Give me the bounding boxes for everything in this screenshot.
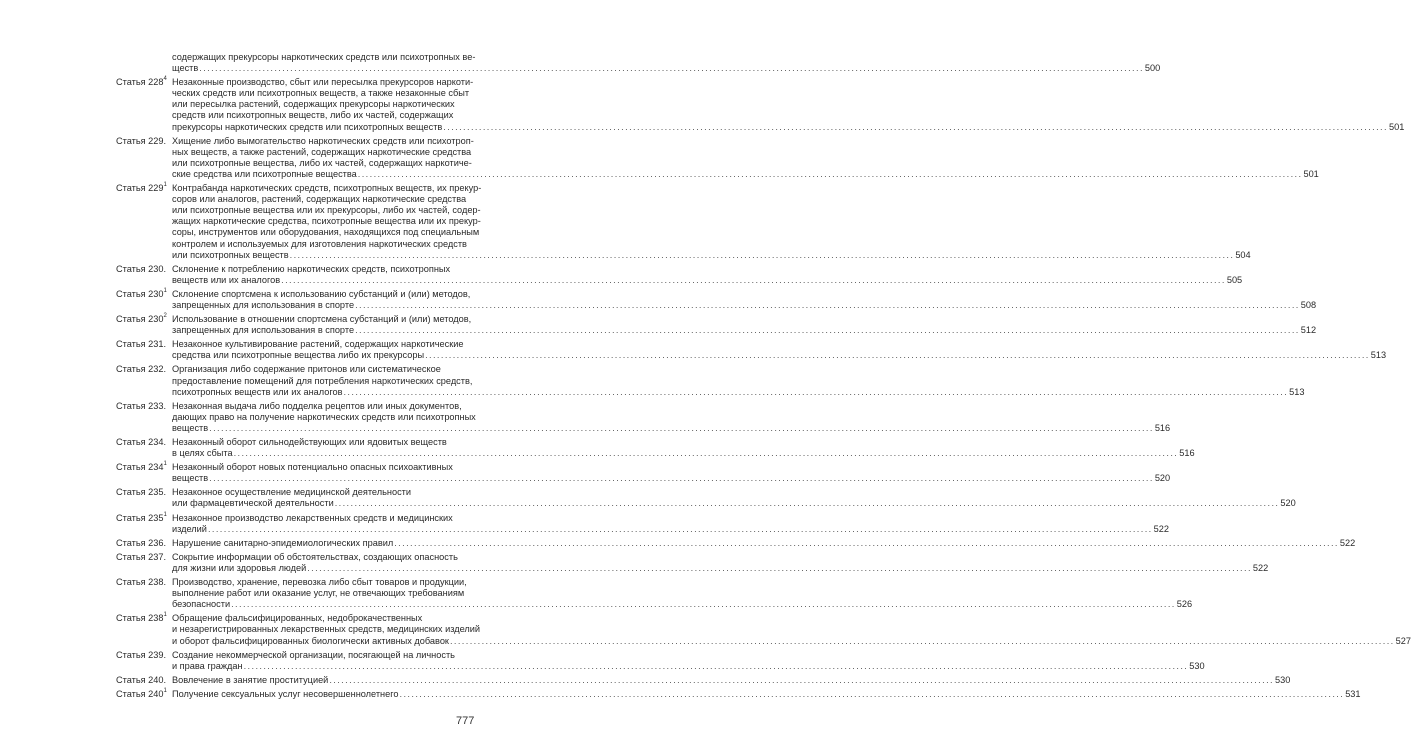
article-superscript: 1 <box>163 461 167 468</box>
article-title <box>172 538 1355 549</box>
title-line: Вовлечение в занятие проституцией <box>172 674 329 685</box>
title-last-line <box>172 448 1195 459</box>
title-line: веществ <box>172 422 209 433</box>
title-line: Незаконная выдача либо подделка рецептов или иных документов, <box>172 400 462 411</box>
title-line: Нарушение санитарно-эпидемиологических правил <box>172 537 394 548</box>
title-line: Незаконный оборот новых потенциально опасных психоактивных <box>172 462 453 473</box>
article-number: Статья 235. <box>116 487 167 498</box>
title-last-line <box>172 689 1361 700</box>
title-line: веществ или их аналогов <box>172 274 281 285</box>
article-number: Статья $240^1$ <box>116 687 167 699</box>
toc-entry <box>116 674 1291 686</box>
title-line: и оборот фальсифицированных биологически активных добавок <box>172 635 449 646</box>
page-ref: 530 <box>1189 660 1205 671</box>
page-ref: 505 <box>1226 274 1243 285</box>
title-line: Организация либо содержание притонов или систематическое <box>172 364 441 375</box>
title-line: или психотропных веществ <box>172 249 289 260</box>
title-line: запрещенных для использования в спорте <box>172 325 355 336</box>
leader-dots <box>329 675 1274 686</box>
toc-entry <box>116 76 1405 132</box>
title-line: Получение сексуальных услуг несовершеннолетнего <box>172 688 399 699</box>
article-number: Статья $230^1$ <box>116 287 167 299</box>
article-title <box>172 339 1386 361</box>
leader-dots <box>425 350 1370 361</box>
title-line: Использование в отношении спортсмена субстанций и (или) методов, <box>172 314 472 325</box>
article-number: Статья 240. <box>116 674 167 685</box>
article-title <box>172 577 1192 610</box>
page-ref: 522 <box>1153 523 1169 534</box>
article-number: Статья 233. <box>116 400 167 411</box>
page-ref: 504 <box>1235 249 1251 260</box>
article-superscript: 1 <box>163 287 167 294</box>
toc-entry <box>116 400 1171 434</box>
leader-dots <box>307 563 1252 574</box>
article-title <box>172 462 1170 484</box>
article-title <box>172 437 1195 459</box>
leader-dots <box>199 63 1144 74</box>
article-number: Статья 234. <box>116 437 167 447</box>
article-number: Статья $229^1$ <box>116 181 167 194</box>
page-ref: 530 <box>1275 674 1291 685</box>
leader-dots <box>358 169 1303 180</box>
leader-dots <box>234 448 1179 459</box>
title-line: соров или аналогов, растений, содержащих наркотические средства <box>172 194 467 205</box>
leader-dots <box>208 524 1153 535</box>
title-last-line <box>172 498 1296 509</box>
article-title <box>172 52 1160 74</box>
title-last-line <box>172 675 1290 686</box>
leader-dots <box>281 275 1226 286</box>
title-line: изделий <box>172 523 207 534</box>
toc-entry <box>116 487 1296 509</box>
page-ref: 516 <box>1179 448 1195 459</box>
leader-dots <box>400 689 1345 700</box>
toc-entry <box>116 511 1169 535</box>
article-number: Статья 230. <box>116 263 167 274</box>
title-last-line <box>172 599 1192 610</box>
title-last-line <box>172 636 1411 647</box>
article-number: Статья 239. <box>116 649 167 660</box>
page-ref: 522 <box>1252 562 1269 573</box>
page-ref: 508 <box>1300 299 1317 310</box>
title-line: психотропных веществ или их аналогов <box>172 386 343 397</box>
title-line: и права граждан <box>172 660 243 671</box>
title-line: ных веществ, а также растений, содержащих наркотические средства <box>172 146 472 157</box>
article-number: Статья $238^1$ <box>116 612 167 624</box>
toc-entry <box>116 364 1305 397</box>
title-last-line <box>172 169 1319 180</box>
toc-entry <box>116 649 1205 672</box>
article-title <box>172 314 1316 336</box>
title-line: средства или психотропные вещества либо их прекурсоры <box>172 350 425 361</box>
title-line: или пересылка растений, содержащих прекурсоры наркотических <box>172 99 455 110</box>
title-last-line <box>172 473 1170 484</box>
title-line: Хищение либо вымогательство наркотических средств или психотроп- <box>172 135 474 146</box>
title-line: Сокрытие информации об обстоятельствах, создающих опасность <box>172 551 458 562</box>
toc-entry <box>116 612 1411 646</box>
title-last-line <box>172 275 1242 286</box>
toc-entry <box>116 135 1319 180</box>
title-last-line <box>172 63 1160 74</box>
title-last-line <box>172 661 1205 672</box>
toc-entry <box>116 687 1361 700</box>
title-line: Производство, хранение, перевозка либо сбыт товаров и продукции, <box>172 577 467 588</box>
article-number: Статья $234^1$ <box>116 461 167 473</box>
title-line: Незаконные производство, сбыт или пересылка прекурсоров наркоти- <box>172 77 474 88</box>
page-ref: 527 <box>1395 635 1411 646</box>
title-line: содержащих прекурсоры наркотических средств или психотропных ве- <box>172 52 476 62</box>
leader-dots <box>355 325 1300 336</box>
title-line: соры, инструментов или оборудования, находящихся под специальным <box>172 227 480 238</box>
title-line: или фармацевтической деятельности <box>172 498 334 509</box>
title-last-line <box>172 250 1251 261</box>
article-number <box>116 52 172 74</box>
toc-entry <box>116 181 1251 261</box>
page-ref: 522 <box>1339 537 1356 548</box>
article-superscript: 1 <box>163 511 167 518</box>
toc-entry <box>116 537 1356 549</box>
article-title <box>172 552 1268 574</box>
title-line: Контрабанда наркотических средств, психотропных веществ, их прекур- <box>172 183 482 194</box>
article-superscript: 1 <box>163 612 167 619</box>
title-line: Обращение фальсифицированных, недоброкачественных <box>172 613 423 624</box>
title-line: контролем и используемых для изготовления наркотических средств <box>172 238 467 249</box>
leader-dots <box>394 538 1339 549</box>
page-ref: 500 <box>1144 63 1161 74</box>
page-ref: 526 <box>1176 599 1193 610</box>
title-line: или психотропные вещества, либо их частей, содержащих наркотиче- <box>172 157 472 168</box>
title-line: выполнение работ или оказание услуг, не отвечающих требованиям <box>172 588 465 599</box>
article-number: Статья $235^1$ <box>116 511 167 523</box>
article-title <box>172 289 1316 311</box>
article-title <box>172 136 1319 180</box>
title-line: Создание некоммерческой организации, посягающей на личность <box>172 649 455 660</box>
article-title <box>172 689 1361 700</box>
leader-dots <box>343 387 1288 398</box>
article-superscript: 1 <box>163 687 167 694</box>
title-line: Склонение спортсмена к использованию субстанций и (или) методов, <box>172 288 471 299</box>
leader-dots <box>231 599 1176 610</box>
article-title <box>172 264 1242 286</box>
page-ref: 501 <box>1388 121 1405 132</box>
title-line: дающих право на получение наркотических средств или психотропных <box>172 411 476 422</box>
title-last-line <box>172 524 1169 535</box>
leader-dots <box>443 122 1388 133</box>
title-line: Незаконное осуществление медицинской деятельности <box>172 487 412 498</box>
title-line: веществ <box>172 473 209 484</box>
title-line: Склонение к потреблению наркотических средств, психотропных <box>172 263 451 274</box>
page-ref: 512 <box>1300 325 1317 336</box>
leader-dots <box>244 661 1189 672</box>
title-last-line <box>172 423 1170 434</box>
article-number: Статья $230^2$ <box>116 313 167 325</box>
leader-dots <box>450 636 1395 647</box>
article-title <box>172 675 1290 686</box>
toc-entry <box>116 339 1387 361</box>
title-last-line <box>172 300 1316 311</box>
title-line: средств или психотропных веществ, либо их частей, содержащих <box>172 110 454 121</box>
leader-dots <box>355 300 1300 311</box>
title-line: запрещенных для использования в спорте <box>172 299 355 310</box>
title-line: жащих наркотические средства, психотропные вещества или их прекур- <box>172 216 481 227</box>
toc-entry <box>116 577 1193 610</box>
article-number: Статья $228^4$ <box>116 76 167 88</box>
title-line: ществ <box>172 63 199 74</box>
page-ref: 501 <box>1303 168 1319 179</box>
title-line: ские средства или психотропные вещества <box>172 168 357 179</box>
article-title <box>172 77 1404 132</box>
article-title <box>172 613 1411 646</box>
title-line: и незарегистрированных лекарственных средств, медицинских изделий <box>172 624 481 635</box>
title-line: безопасности <box>172 599 231 610</box>
page-ref: 520 <box>1154 473 1171 484</box>
title-line: Незаконное производство лекарственных средств и медицинских <box>172 512 453 523</box>
toc-entry <box>116 461 1171 484</box>
page-ref: 531 <box>1345 688 1361 699</box>
page-ref: 520 <box>1280 498 1296 509</box>
article-title <box>172 513 1169 535</box>
toc-entry <box>116 52 1161 74</box>
title-last-line <box>172 563 1268 574</box>
title-last-line <box>172 387 1305 398</box>
title-line: предоставление помещений для потребления наркотических средств, <box>172 375 473 386</box>
article-number: Статья 236. <box>116 537 167 548</box>
article-number: Статья 232. <box>116 364 167 375</box>
page-ref: 513 <box>1289 386 1305 397</box>
title-line: ческих средств или психотропных веществ, а также незаконные сбыт <box>172 88 470 99</box>
title-line: прекурсоры наркотических средств или психотропных веществ <box>172 121 443 132</box>
article-title <box>172 487 1296 509</box>
toc-entry <box>116 551 1269 574</box>
toc-entry <box>116 263 1243 286</box>
title-last-line <box>172 350 1386 361</box>
leader-dots <box>290 250 1235 261</box>
page-number: 777 <box>456 715 475 727</box>
page-ref: 516 <box>1154 422 1171 433</box>
title-line: или психотропные вещества или их прекурсоры, либо их частей, содер- <box>172 205 481 216</box>
article-title <box>172 183 1251 261</box>
article-number: Статья 237. <box>116 551 167 562</box>
article-number: Статья 231. <box>116 339 167 350</box>
title-last-line <box>172 538 1355 549</box>
article-superscript: 4 <box>163 76 167 83</box>
table-of-contents <box>116 52 1411 703</box>
toc-entry <box>116 313 1317 336</box>
title-last-line <box>172 325 1316 336</box>
article-superscript: 1 <box>163 181 167 188</box>
title-line: Незаконный оборот сильнодействующих или ядовитых веществ <box>172 437 447 447</box>
leader-dots <box>209 423 1154 434</box>
title-line: Незаконное культивирование растений, содержащих наркотические <box>172 339 464 350</box>
toc-entry <box>116 437 1195 459</box>
article-title <box>172 650 1205 672</box>
leader-dots <box>335 498 1280 509</box>
article-superscript: 2 <box>163 313 167 319</box>
article-title <box>172 401 1170 434</box>
article-title <box>172 364 1305 397</box>
toc-entry <box>116 287 1317 311</box>
page-ref: 513 <box>1370 350 1387 361</box>
title-line: для жизни или здоровья людей <box>172 562 307 573</box>
title-line: в целях сбыта <box>172 448 233 459</box>
leader-dots <box>209 473 1154 484</box>
article-number: Статья 238. <box>116 577 167 588</box>
article-number: Статья 229. <box>116 135 167 146</box>
title-last-line <box>172 122 1404 133</box>
